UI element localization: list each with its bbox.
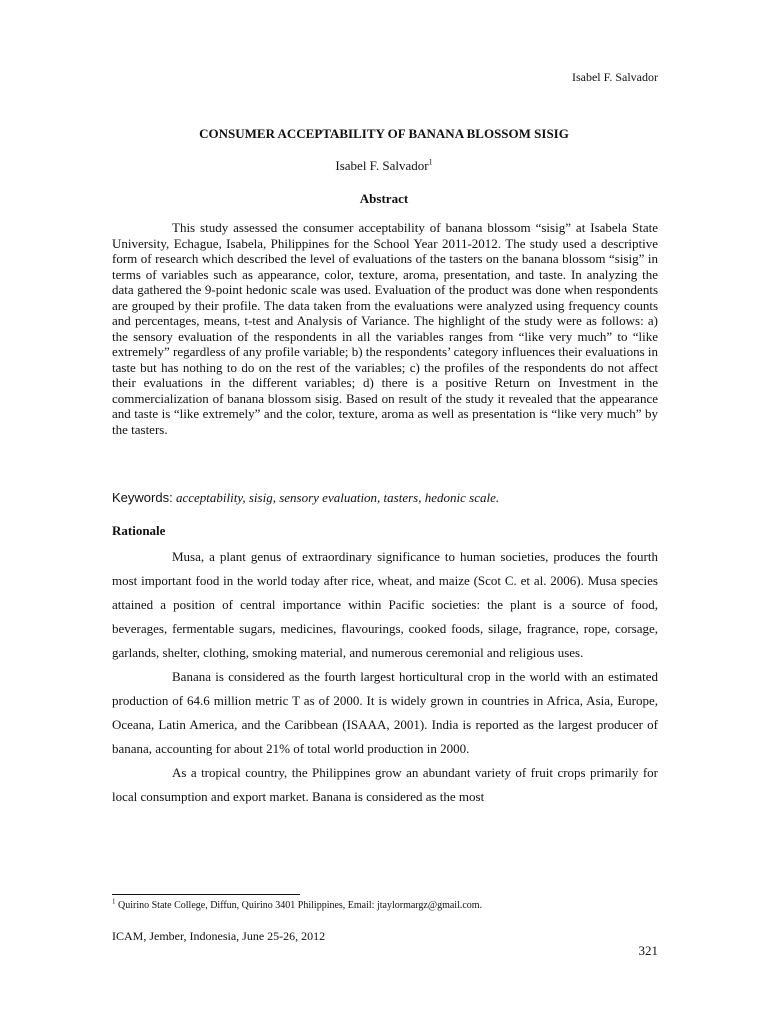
keywords-label: Keywords: xyxy=(112,490,173,505)
rationale-heading: Rationale xyxy=(112,523,166,538)
author-footnote-marker: 1 xyxy=(428,157,433,167)
running-head: Isabel F. Salvador xyxy=(571,70,658,84)
footnote-marker: 1 xyxy=(112,897,116,906)
rationale-paragraph-1: Musa, a plant genus of extraordinary significance to human societies, produces the fourth most important food in the world today after rice, wheat, and maize (Scot C. et al. 2006). Musa species attained a position of central importance within Pacific societies: the plant is a source of food, beverages, fermentable sugars, medicines, flavourings, cooked foods, silage, fragrance, rope, corsage, garlands, shelter, clothing, smoking material, and numerous ceremonial and religious uses. xyxy=(112,549,658,660)
page-number: 321 xyxy=(638,943,658,958)
keywords xyxy=(112,490,658,506)
author-name: Isabel F. Salvador xyxy=(335,158,429,173)
rationale-body xyxy=(112,545,658,809)
abstract-heading: Abstract xyxy=(359,191,409,206)
conference-footer: ICAM, Jember, Indonesia, June 25-26, 2012 xyxy=(112,929,326,943)
footnote xyxy=(112,897,658,911)
keywords-text: acceptability, sisig, sensory evaluation, tasters, hedonic scale. xyxy=(175,490,500,505)
paper-title: CONSUMER ACCEPTABILITY OF BANANA BLOSSOM SISIG xyxy=(199,126,569,141)
footnote-divider xyxy=(112,894,300,895)
footnote-text: Quirino State College, Diffun, Quirino 3401 Philippines, Email: jtaylormargz@gmail.com. xyxy=(118,900,483,911)
rationale-paragraph-3: As a tropical country, the Philippines grow an abundant variety of fruit crops primarily for local consumption and export market. Banana is considered as the most xyxy=(112,765,658,804)
rationale-paragraph-2: Banana is considered as the fourth largest horticultural crop in the world with an estimated production of 64.6 million metric T as of 2000. It is widely grown in countries in Africa, Asia, Europe, Oceana, Latin America, and the Caribbean (ISAAA, 2001). India is reported as the largest producer of banana, accounting for about 21% of total world production in 2000. xyxy=(112,669,658,756)
author-line xyxy=(0,158,768,174)
abstract-text: This study assessed the consumer acceptability of banana blossom “sisig” at Isabela State University, Echague, Isabela, Philippines for the School Year 2011-2012. The study used a descriptive form of research which described the level of evaluations of the tasters on the banana blossom “sisig” in terms of variables such as appearance, color, texture, aroma, presentation, and taste. In analyzing the data gathered the 9-point hedonic scale was used. Evaluation of the product was done when respondents are grouped by their profile. The data taken from the evaluations were analyzed using frequency counts and percentages, means, t-test and Analysis of Variance. The highlight of the study were as follows: a) the sensory evaluation of the respondents in all the variables ranges from “like very much” to “like extremely” regardless of any profile variable; b) the respondents’ category influences their evaluations in taste but has nothing to do on the rest of the variables; c) the profiles of the respondents do not affect their evaluations in the different variables; d) there is a positive Return on Investment in the commercialization of banana blossom sisig. Based on result of the study it revealed that the appearance and taste is “like extremely” and the color, texture, aroma as well as presentation is “like very much” by the tasters. xyxy=(112,220,658,437)
